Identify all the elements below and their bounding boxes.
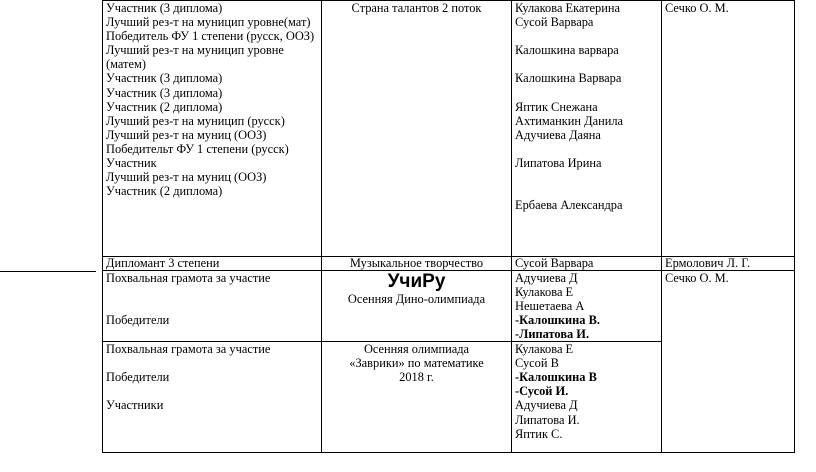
event-cell	[322, 342, 512, 453]
participant-name: Сусой Варвара	[515, 15, 594, 30]
blank-line	[515, 29, 658, 43]
event-cell	[322, 270, 512, 341]
participant-name: Адучиева Даяна	[515, 127, 601, 142]
participant-name: -Калошкина В	[515, 370, 597, 385]
achievement-line: Лучший рез-т на муниц (ООЗ)	[106, 170, 267, 185]
achievement-line: Похвальная грамота за участие	[106, 270, 271, 285]
event-name: Осенняя Дино-олимпиада	[347, 291, 486, 306]
participant-name: -Калошкина В.	[515, 312, 600, 327]
participant-name: Адучиева Д	[515, 398, 578, 413]
teacher-cell	[662, 257, 795, 271]
participant-name: Нешетаева А	[515, 298, 585, 313]
uchiru-brand: УчиРу	[387, 270, 446, 292]
table-row	[0, 257, 795, 271]
blank-line	[515, 170, 658, 184]
participant-name: Калошкина Варвара	[515, 71, 622, 86]
achievement-line: Участники	[106, 398, 164, 413]
participant-name: Кулакова Екатерина	[515, 1, 620, 15]
participant-name: Яптик С.	[515, 426, 563, 441]
achievement-line: Участник (2 диплома)	[106, 184, 223, 199]
event-name: Страна талантов 2 поток	[351, 1, 482, 15]
achievement-line: Участник (3 диплома)	[106, 1, 223, 15]
blank-line	[515, 184, 658, 198]
achievement-line: Участник	[106, 156, 157, 171]
participant-name: Ахтиманкин Данила	[515, 113, 624, 128]
teacher-name: Ермолович Л. Г.	[665, 256, 751, 270]
participant-name: Липатова И.	[515, 412, 580, 427]
blank-line	[515, 142, 658, 156]
participants-cell	[512, 342, 662, 453]
achievement-line: Похвальная грамота за участие	[106, 342, 271, 357]
teacher-cell	[662, 270, 795, 452]
participant-name: Кулакова Е	[515, 342, 574, 357]
margin-cell	[0, 270, 103, 341]
event-name: Музыкальное творчество	[349, 256, 484, 270]
margin-cell	[0, 1, 103, 257]
participants-cell	[512, 1, 662, 257]
participant-name: -Липатова И.	[515, 326, 590, 341]
achievement-line: Участник (3 диплома)	[106, 85, 223, 100]
participants-cell	[512, 257, 662, 271]
event-cell	[322, 257, 512, 271]
participant-name: Липатова Ирина	[515, 156, 602, 171]
table-row	[0, 1, 795, 257]
achievement-line: Победитель ФУ 1 степени (русск, ООЗ)	[106, 29, 315, 44]
achievement-line: Дипломант 3 степени	[106, 256, 220, 270]
teacher-name: Сечко О. М.	[665, 270, 729, 285]
participant-name: Яптик Снежана	[515, 99, 598, 114]
blank-line	[106, 299, 318, 313]
event-cell	[322, 1, 512, 257]
participant-name: Сусой В	[515, 356, 559, 371]
achievement-line: Победительт ФУ 1 степени (русск)	[106, 141, 289, 156]
participant-name: Ербаева Александра	[515, 198, 623, 213]
margin-cell	[0, 257, 103, 271]
achievement-line: Лучший рез-т на муницип уровне (матем)	[106, 43, 284, 72]
event-name: Осенняя олимпиада «Заврики» по математике 2018 г.	[349, 342, 484, 385]
margin-cell	[0, 342, 103, 453]
achievement-line: Участник (2 диплома)	[106, 99, 223, 114]
achievement-line: Лучший рез-т на муниц (ООЗ)	[106, 127, 267, 142]
blank-line	[106, 356, 318, 370]
achievements-cell	[103, 342, 322, 453]
participant-name: -Сусой И.	[515, 384, 569, 399]
participant-name: Кулакова Е	[515, 284, 574, 299]
blank-line	[106, 384, 318, 398]
achievement-line: Лучший рез-т на муницип уровне(мат)	[106, 15, 311, 30]
achievements-cell	[103, 257, 322, 271]
participant-name: Адучиева Д	[515, 270, 578, 285]
teacher-name: Сечко О. М.	[665, 1, 729, 15]
achievements-cell	[103, 270, 322, 341]
participant-name: Сусой Варвара	[515, 256, 594, 270]
blank-line	[106, 285, 318, 299]
teacher-cell	[662, 1, 795, 257]
achievement-line: Лучший рез-т на муницип (русск)	[106, 113, 285, 128]
achievement-line: Участник (3 диплома)	[106, 71, 223, 86]
achievement-line: Победители	[106, 312, 170, 327]
achievements-cell	[103, 1, 322, 257]
participant-name: Калошкина варвара	[515, 43, 619, 58]
blank-line	[515, 86, 658, 100]
participants-cell	[512, 270, 662, 341]
achievement-line: Победители	[106, 370, 170, 385]
blank-line	[515, 57, 658, 71]
table-row	[0, 270, 795, 341]
